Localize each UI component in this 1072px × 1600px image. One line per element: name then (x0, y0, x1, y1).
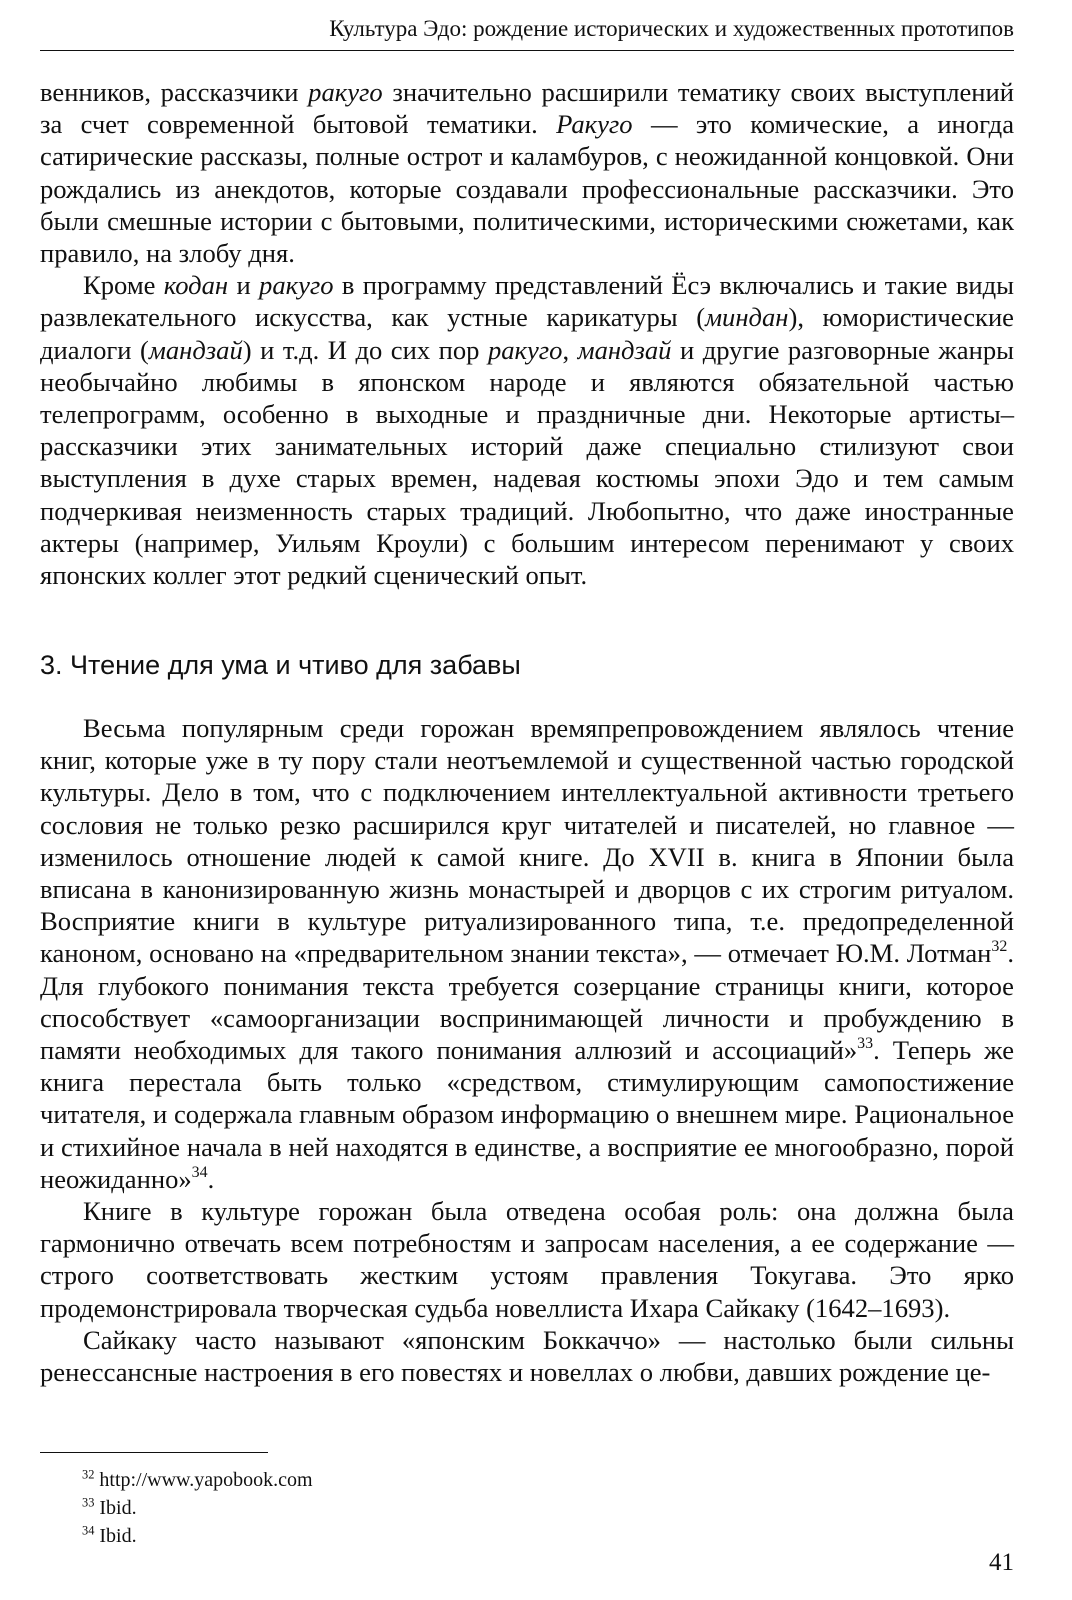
text-block-top (40, 76, 1014, 591)
footnote-33: $^{33}$ Ibid. (82, 1495, 137, 1519)
footnote-ref-33[interactable]: 33 (857, 1034, 874, 1052)
page-number: 41 (989, 1549, 1014, 1576)
paragraph-4: Книге в культуре горожан была отведена особая роль: она должна была гармонично отвечать всем потребностям и запросам населения, а ее содержание — строго соответствовать жестким устоям правления Токугава. Это ярко продемонстрировала творческая судьба новеллиста Ихара Сайкаку (1642–1693). (40, 1196, 1014, 1323)
footnote-ref-34[interactable]: 34 (191, 1163, 208, 1181)
paragraph-5: Сайкаку часто называют «японским Боккаччо» — настолько были сильны ренессансные настроения в его повестях и новеллах о любви, давших рождение це- (40, 1324, 1014, 1388)
footnote-34: $^{34}$ Ibid. (82, 1523, 137, 1547)
section-heading: 3. Чтение для ума и чтиво для забавы (40, 650, 521, 680)
text-block-main (40, 712, 1014, 1388)
footnotes (82, 1466, 313, 1550)
footnote-divider (40, 1452, 268, 1453)
paragraph-3: Весьма популярным среди горожан времяпрепровождением являлось чтение книг, которые уже в ту пору стали неотъемлемой и существенной частью городской культуры. Дело в том, что с подключением интеллектуальной активности третьего сословия не только резко расширился круг читателей и писателей, но главное — изменилось отношение людей к самой книге. До XVII в. книга в Японии была вписана в канонизированную жизнь монастырей и дворцов с их строгим ритуалом. Восприятие книги в культуре ритуализированного типа, т.е. предопределенной каноном, основано на «предварительном знании текста», — отмечает Ю.М. Лотман$^{32}$. Для глубокого понимания текста требуется созерцание страницы книги, которое способствует «самоорганизации воспринимающей личности и пробуждению в памяти необходимых для такого понимания аллюзий и ассоциаций»$^{33}$. Теперь же книга перестала быть только «средством, стимулирующим самопостижение читателя, и содержала главным образом информацию о внешнем мире. Рациональное и стихийное начала в ней находятся в единстве, а восприятие ее многообразно, порой неожиданно»$^{34}$. (40, 713, 1014, 1194)
footnote-link[interactable]: http://www.yapobook.com (99, 1469, 313, 1491)
running-head: Культура Эдо: рождение исторических и художественных прототипов (40, 14, 1014, 51)
footnote-32: $^{32}$ http://www.yapobook.com (82, 1467, 313, 1491)
paragraph-1: венников, рассказчики ракуго значительно расширили тематику своих выступлений за счет современной бытовой тематики. Ракуго — это комические, а иногда сатирические рассказы, полные острот и каламбуров, с неожиданной концовкой. Они рождались из анекдотов, которые создавали профессиональные рассказчики. Это были смешные истории с бытовыми, политическими, историческими сюжетами, как правило, на злобу дня. (40, 77, 1015, 269)
footnote-ref-32[interactable]: 32 (991, 938, 1008, 956)
paragraph-2: Кроме кодан и ракуго в программу представлений Ёсэ включались и такие виды развлекательного искусства, как устные карикатуры (миндан), юмористические диалоги (мандзай) и т.д. И до сих пор ракуго, мандзай и другие разговорные жанры необычайно любимы в японском народе и являются обязательной частью телепрограмм, особенно в выходные и праздничные дни. Некоторые артисты–рассказчики этих занимательных историй даже специально стилизуют свои выступления в духе старых времен, надевая костюмы эпохи Эдо и тем самым подчеркивая неизменность старых традиций. Любопытно, что даже иностранные актеры (например, Уильям Кроули) с большим интересом перенимают у своих японских коллег этот редкий сценический опыт. (40, 270, 1015, 591)
